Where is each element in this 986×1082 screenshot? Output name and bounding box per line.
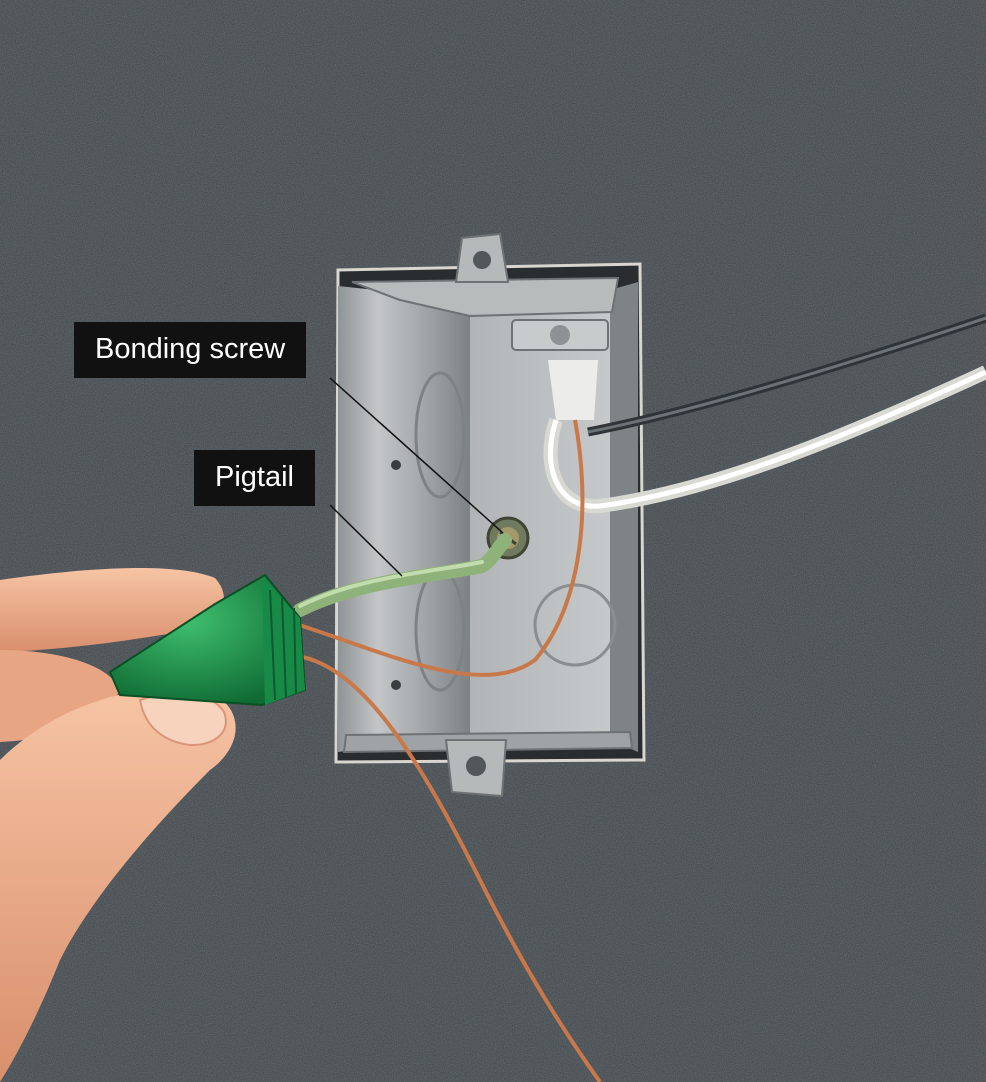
bonding-screw-label: Bonding screw <box>74 322 306 378</box>
electrical-box <box>338 234 638 796</box>
pigtail-label: Pigtail <box>194 450 315 506</box>
white-sheath <box>548 360 598 420</box>
